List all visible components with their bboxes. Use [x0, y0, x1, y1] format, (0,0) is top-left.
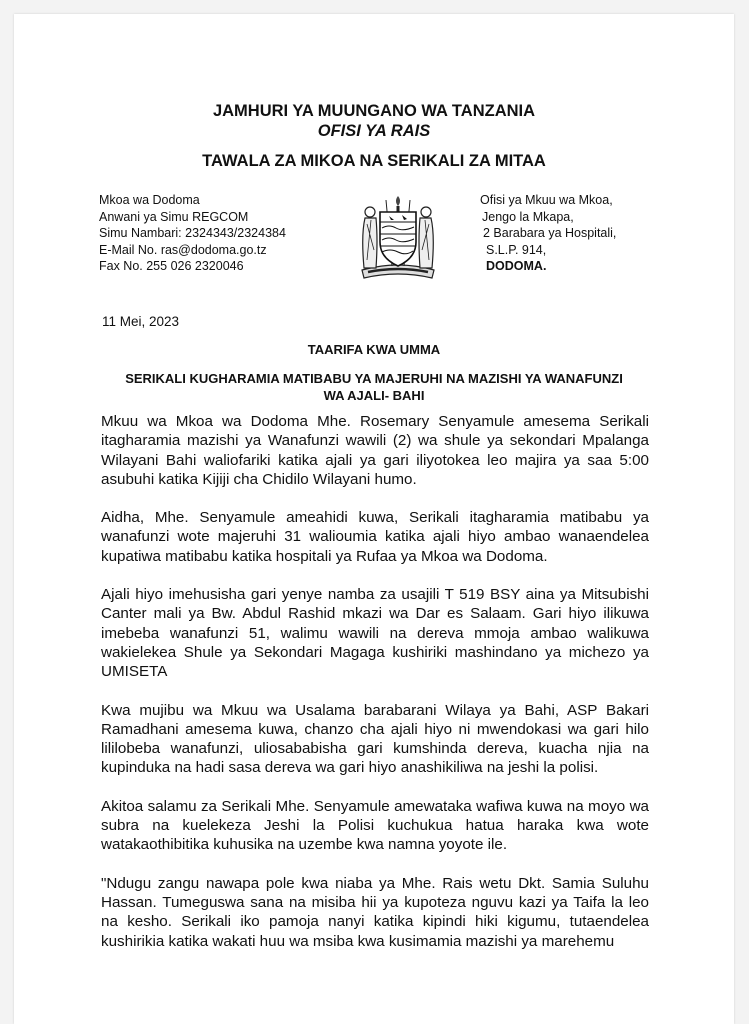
- address-line: S.L.P. 914,: [486, 242, 547, 257]
- address-line: E-Mail No. ras@dodoma.go.tz: [99, 242, 267, 257]
- paragraph: Akitoa salamu za Serikali Mhe. Senyamule amewataka wafiwa kuwa na moyo wa subra na kuelekeza Jeshi la Polisi kuchukua hatua haraka kwa wote watakaothibitika kuhusika na uzembe kwa namna yoyote ile.: [101, 797, 649, 854]
- address-line: 2 Barabara ya Hospitali,: [483, 226, 617, 240]
- paragraph: Mkuu wa Mkoa wa Dodoma Mhe. Rosemary Senyamule amesema Serikali itagharamia mazishi ya Wanafunzi wawili (2) wa shule ya sekondari Mpalanga Wilayani Bahi waliofariki katika ajali ya gari iliyotokea leo majira ya saa 5:00 asubuhi katika Kijiji cha Chidilo Wilayani humo.: [101, 413, 649, 488]
- paragraph: "Ndugu zangu nawapa pole kwa niaba ya Mhe. Rais wetu Dkt. Samia Suluhu Hassan. Tumeguswa sana na misiba hii ya kupoteza nguvu kazi ya Taifa la leo na kesho. Serikali iko pamoja nanyi katika kipindi hiki kigumu, tutaendelea kushirikia katika wakati huu wa msiba kwa kusimamia mazishi ya marehemu: [101, 874, 649, 950]
- header-office: OFISI YA RAIS: [317, 122, 431, 140]
- document-title: TAARIFA KWA UMMA: [307, 342, 441, 357]
- address-line: Simu Nambari: 2324343/2324384: [99, 226, 286, 240]
- address-line: Anwani ya Simu REGCOM: [99, 209, 249, 224]
- sender-address: [99, 192, 286, 275]
- document-body: [101, 412, 649, 970]
- address-line: Jengo la Mkapa,: [482, 209, 574, 224]
- paragraph: Ajali hiyo imehusisha gari yenye namba za usajili T 519 BSY aina ya Mitsubishi Canter mali ya Bw. Abdul Rashid mkazi wa Dar es Salaam. Gari hiyo ilikuwa imebeba wanafunzi 51, walimu wawili na dereva mmoja ambao walikuwa wakielekea Shule ya Sekondari Magaga kushiriki mashindano ya michezo ya UMISETA: [101, 586, 649, 681]
- document-date: 11 Mei, 2023: [102, 314, 180, 329]
- header-republic: JAMHURI YA MUUNGANO WA TANZANIA: [212, 102, 536, 120]
- address-city: DODOMA.: [486, 259, 547, 273]
- address-line: Fax No. 255 026 2320046: [99, 259, 244, 273]
- paragraph: Kwa mujibu wa Mkuu wa Usalama barabarani Wilaya ya Bahi, ASP Bakari Ramadhani amesema kuwa, chanzo cha ajali hiyo ni mwendokasi wa gari hilo lililobeba wanafunzi, uliosababisha gari kumshinda dereva, kuacha njia na kupinduka na hadi sasa dereva wa gari hiyo anashikiliwa na jeshi la polisi.: [101, 701, 649, 777]
- office-address: [480, 192, 616, 275]
- address-line: Ofisi ya Mkuu wa Mkoa,: [480, 193, 613, 207]
- document-page: [14, 14, 734, 1024]
- document-subtitle: SERIKALI KUGHARAMIA MATIBABU YA MAJERUHI NA MAZISHI YA WANAFUNZI WA AJALI- BAHI: [125, 371, 623, 403]
- paragraph: Aidha, Mhe. Senyamule ameahidi kuwa, Serikali itagharamia matibabu ya wanafunzi wote majeruhi 31 walioumia katika ajali hiyo ambao wanaendelea kupatiwa matibabu katika hospitali ya Rufaa ya Mkoa wa Dodoma.: [101, 509, 649, 565]
- header-ministry: TAWALA ZA MIKOA NA SERIKALI ZA MITAA: [202, 152, 546, 170]
- address-line: Mkoa wa Dodoma: [99, 193, 200, 207]
- coat-of-arms-icon: [356, 190, 440, 282]
